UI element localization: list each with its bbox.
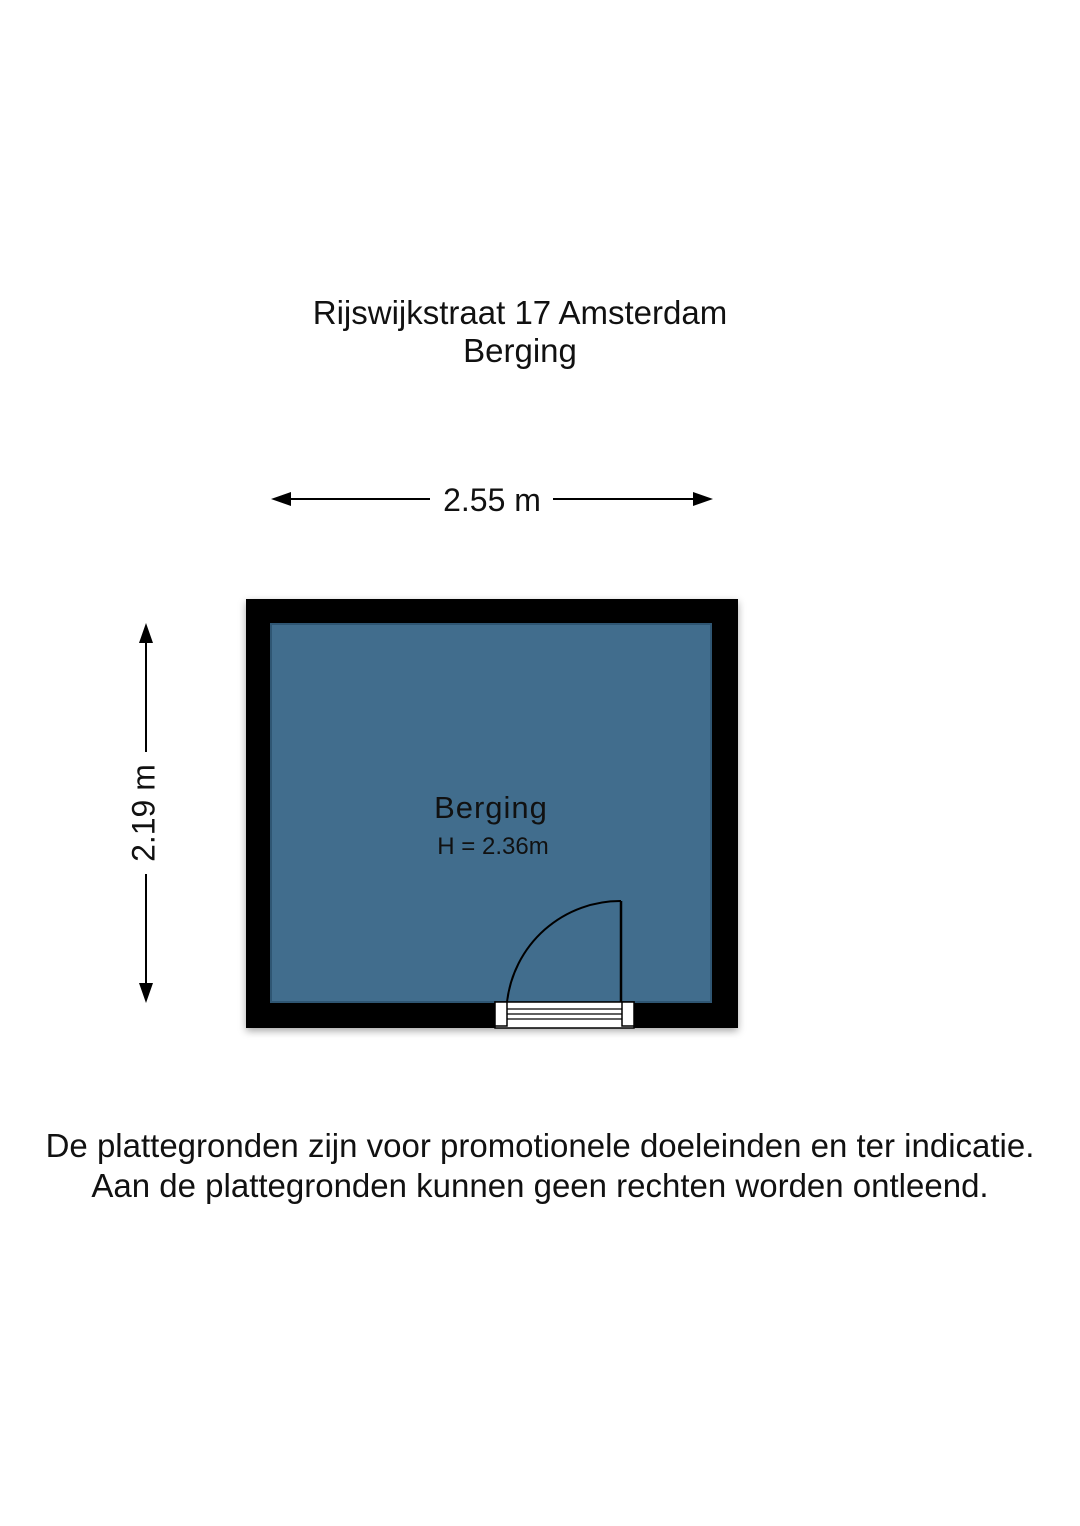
room-name: Berging <box>434 790 548 825</box>
arrow-right-icon <box>693 492 713 506</box>
depth-label: 2.19 m <box>125 764 162 862</box>
disclaimer-line-2: Aan de plattegronden kunnen geen rechten worden ontleend. <box>91 1167 989 1204</box>
room-berging <box>246 599 738 1028</box>
arrow-up-icon <box>139 623 153 643</box>
arrow-left-icon <box>271 492 291 506</box>
depth-dimension <box>125 623 161 1003</box>
width-dimension <box>271 482 713 518</box>
room-height: H = 2.36m <box>437 833 549 860</box>
disclaimer <box>0 1126 1080 1206</box>
address-title: Rijswijkstraat 17 Amsterdam <box>312 294 728 331</box>
disclaimer-line-1: De plattegronden zijn voor promotionele doeleinden en ter indicatie. <box>45 1127 1035 1164</box>
floor-title: Berging <box>463 332 577 369</box>
width-label: 2.55 m <box>443 482 541 518</box>
arrow-down-icon <box>139 983 153 1003</box>
